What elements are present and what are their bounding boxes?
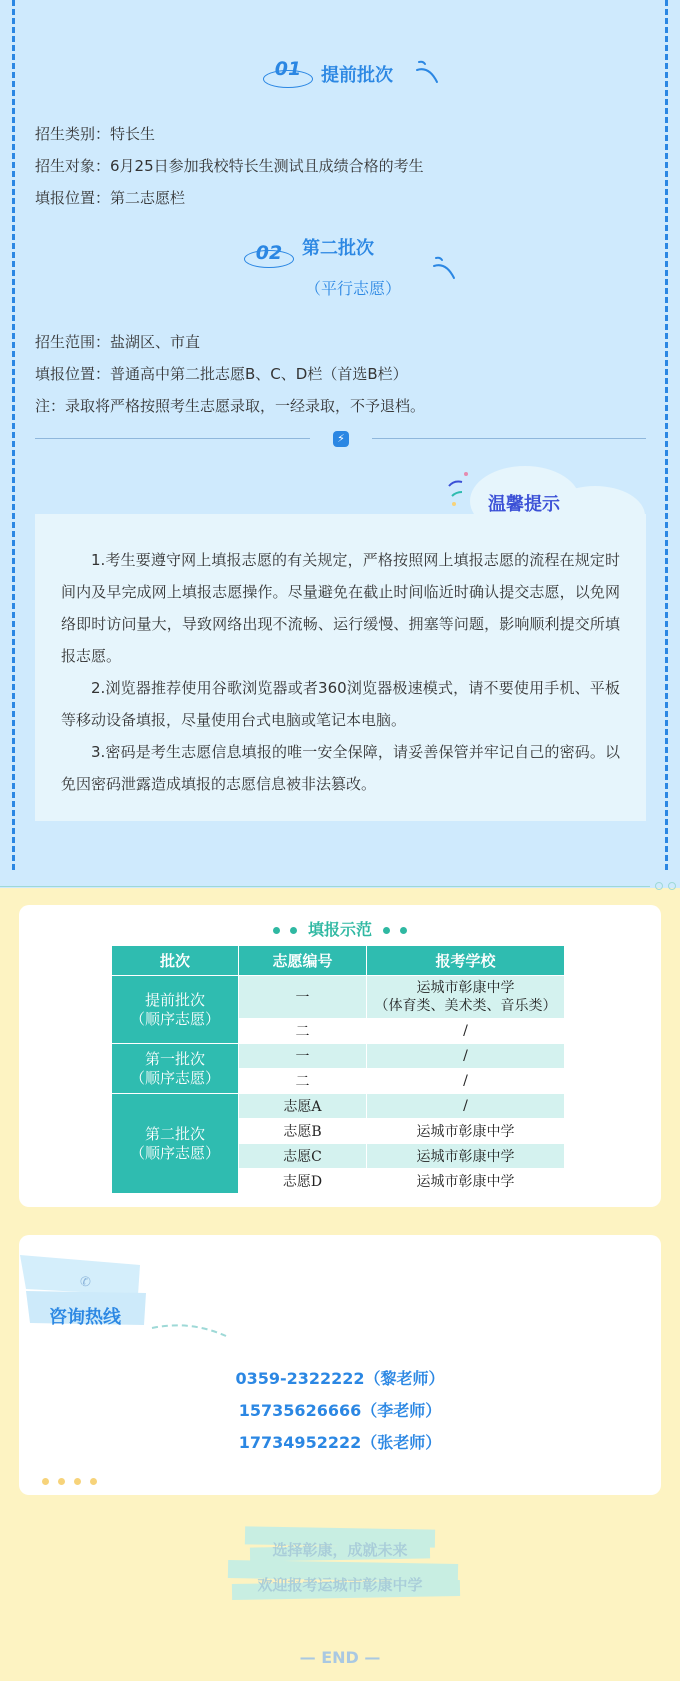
divider-right	[372, 438, 646, 439]
tips-box	[35, 514, 646, 821]
end-marker: — END —	[299, 1648, 381, 1667]
table-cell: 一	[239, 976, 367, 1019]
section1-header	[263, 60, 393, 88]
section-separator	[0, 886, 650, 887]
table-header: 批次	[112, 946, 239, 976]
decor-dot	[74, 1478, 81, 1485]
section2-title: 第二批次	[302, 238, 374, 259]
example-table	[111, 945, 565, 1194]
tip-paragraph-3: 3.密码是考生志愿信息填报的唯一安全保障，请妥善保管并牢记自己的密码。以免因密码泄露造成填报的志愿信息被非法篡改。	[61, 743, 620, 793]
section1-line-3: 填报位置：第二志愿栏	[35, 189, 186, 207]
table-cell: /	[367, 1019, 565, 1044]
section2-line-3: 注：录取将严格按照考生志愿录取，一经录取，不予退档。	[35, 397, 426, 415]
table-group-cell: 第一批次 （顺序志愿）	[112, 1044, 239, 1094]
slogan-1: 选择彰康，成就未来	[272, 1541, 408, 1559]
tips-title: 温馨提示	[488, 494, 560, 515]
tip-paragraph-2: 2.浏览器推荐使用谷歌浏览器或者360浏览器极速模式，请不要使用手机、平板等移动设备填报，尽量使用台式电脑或笔记本电脑。	[61, 679, 620, 729]
tip-paragraph-1: 1.考生要遵守网上填报志愿的有关规定，严格按照网上填报志愿的流程在规定时间内及早完成网上填报志愿操作。尽量避免在截止时间临近时确认提交志愿，以免网络即时访问量大，导致网络出现不流畅、运行缓慢、拥塞等问题，影响顺利提交所填报志愿。	[61, 551, 620, 665]
separator-dot	[668, 882, 676, 890]
table-header-row	[112, 946, 565, 976]
table-row	[112, 1044, 565, 1069]
section2-line-1: 招生范围：盐湖区、市直	[35, 333, 201, 351]
table-cell: 一	[239, 1044, 367, 1069]
decor-dot	[58, 1478, 65, 1485]
section1-line-1: 招生类别：特长生	[35, 125, 156, 143]
section2-subtitle: （平行志愿）	[305, 279, 402, 298]
section2-line-2: 填报位置：普通高中第二批志愿B、C、D栏（首选B栏）	[35, 365, 408, 383]
section1-title: 提前批次	[321, 65, 393, 86]
hotline-phone-2[interactable]: 15735626666（李老师）	[238, 1401, 442, 1420]
table-cell: 运城市彰康中学	[367, 1144, 565, 1169]
table-cell: 志愿B	[239, 1119, 367, 1144]
hotline-phone-3[interactable]: 17734952222（张老师）	[238, 1433, 442, 1452]
table-cell: 运城市彰康中学	[367, 1169, 565, 1194]
section2-number: 02	[255, 242, 283, 264]
example-title: 填报示范	[19, 917, 661, 940]
hotline-banner	[20, 1255, 170, 1345]
table-cell: 二	[239, 1069, 367, 1094]
dashed-border-left	[12, 0, 15, 870]
table-header: 报考学校	[367, 946, 565, 976]
section2-number-badge	[244, 240, 294, 268]
hotline-phone-1[interactable]: 0359-2322222（黎老师）	[235, 1369, 445, 1388]
table-cell: /	[367, 1094, 565, 1119]
section2-header	[244, 240, 374, 268]
sparkle-icon	[446, 468, 476, 508]
table-group-cell: 第二批次 （顺序志愿）	[112, 1094, 239, 1194]
table-cell: /	[367, 1044, 565, 1069]
table-row	[112, 1094, 565, 1119]
divider-left	[35, 438, 310, 439]
hotline-title: 咨询热线	[49, 1307, 121, 1328]
example-card	[19, 905, 661, 1207]
table-cell: 志愿C	[239, 1144, 367, 1169]
decor-dot	[90, 1478, 97, 1485]
dashed-curve	[150, 1320, 230, 1340]
section1-number-badge	[263, 60, 313, 88]
separator-dot	[655, 882, 663, 890]
decor-dot	[42, 1478, 49, 1485]
phone-icon: ✆	[80, 1275, 91, 1290]
table-cell: 运城市彰康中学	[367, 1119, 565, 1144]
table-header: 志愿编号	[239, 946, 367, 976]
section1-number: 01	[274, 58, 302, 80]
slogan-2: 欢迎报考运城市彰康中学	[257, 1576, 423, 1594]
section1-line-2: 招生对象：6月25日参加我校特长生测试且成绩合格的考生	[35, 157, 424, 175]
swoosh-icon	[430, 254, 460, 284]
bolt-icon: ⚡	[333, 431, 349, 447]
table-cell: 志愿A	[239, 1094, 367, 1119]
table-cell: 二	[239, 1019, 367, 1044]
dashed-border-right	[665, 0, 668, 870]
table-row	[112, 976, 565, 1019]
table-cell: 运城市彰康中学 （体育类、美术类、音乐类）	[367, 976, 565, 1019]
table-group-cell: 提前批次 （顺序志愿）	[112, 976, 239, 1044]
swoosh-icon	[413, 58, 443, 88]
table-cell: 志愿D	[239, 1169, 367, 1194]
table-cell: /	[367, 1069, 565, 1094]
